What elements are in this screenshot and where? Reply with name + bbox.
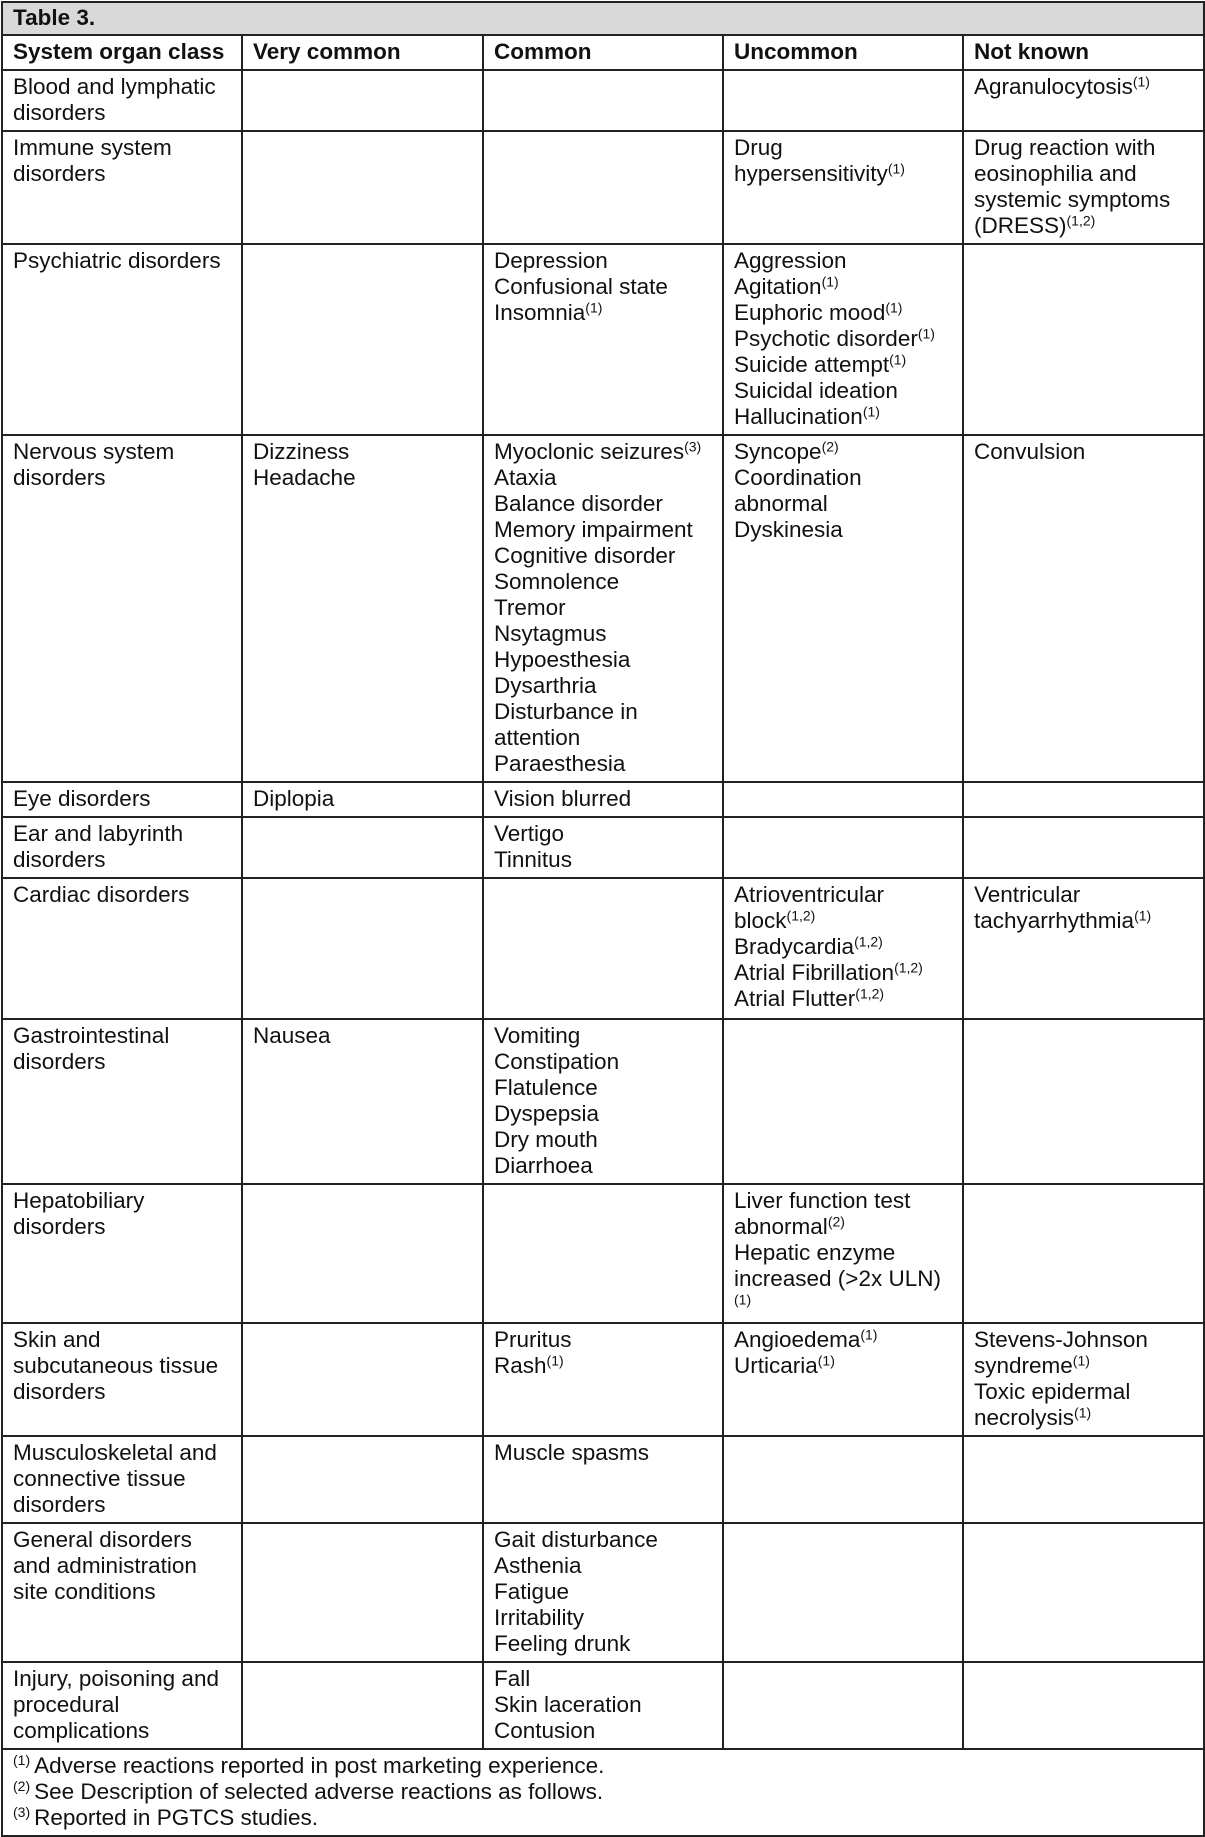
column-header-uncommon: Uncommon xyxy=(723,35,963,70)
reaction-entry xyxy=(494,821,714,847)
not-known-cell xyxy=(963,131,1204,244)
reaction-entry xyxy=(494,1049,714,1075)
reaction-entry xyxy=(974,1379,1195,1431)
uncommon-cell xyxy=(723,131,963,244)
reaction-entry xyxy=(253,1023,474,1049)
common-cell xyxy=(483,1523,723,1662)
footnote-reference: (1) xyxy=(1074,1404,1092,1421)
very-common-cell xyxy=(242,1436,483,1523)
footnote-reference: (1,2) xyxy=(854,933,883,950)
reaction-entry xyxy=(494,647,714,673)
reaction-entry xyxy=(494,595,714,621)
common-cell xyxy=(483,435,723,782)
footnote xyxy=(13,1805,1195,1831)
table-body xyxy=(2,70,1204,1749)
reaction-entry xyxy=(494,1327,714,1353)
uncommon-cell xyxy=(723,782,963,817)
not-known-cell xyxy=(963,1523,1204,1662)
not-known-cell xyxy=(963,1323,1204,1436)
not-known-cell xyxy=(963,817,1204,878)
reaction-name: Hepatic enzyme increased (>2x ULN) xyxy=(734,1240,941,1291)
footnote-text: Adverse reactions reported in post marketing experience. xyxy=(34,1753,605,1778)
reaction-entry xyxy=(734,1188,954,1240)
reaction-entry xyxy=(494,491,714,517)
common-cell xyxy=(483,131,723,244)
reaction-name: Aggression xyxy=(734,248,847,273)
reaction-name: Dyspepsia xyxy=(494,1101,600,1126)
column-header-common: Common xyxy=(483,35,723,70)
system-organ-class-cell: Gastrointestinal disorders xyxy=(2,1019,242,1184)
reaction-entry xyxy=(494,1075,714,1101)
not-known-cell xyxy=(963,435,1204,782)
common-cell xyxy=(483,244,723,435)
very-common-cell xyxy=(242,1662,483,1749)
reaction-name: Fatigue xyxy=(494,1579,570,1604)
reaction-name: Euphoric mood xyxy=(734,300,886,325)
system-organ-class-cell: Blood and lymphatic disorders xyxy=(2,70,242,131)
reaction-entry xyxy=(734,378,954,404)
footnote-reference: (1) xyxy=(860,1326,878,1343)
table-row xyxy=(2,435,1204,782)
reaction-name: Diplopia xyxy=(253,786,335,811)
reaction-name: Ataxia xyxy=(494,465,557,490)
uncommon-cell xyxy=(723,1436,963,1523)
reaction-entry xyxy=(494,1718,714,1744)
system-organ-class-cell: General disorders and administration site conditions xyxy=(2,1523,242,1662)
reaction-entry xyxy=(494,1023,714,1049)
footnote xyxy=(13,1753,1195,1779)
very-common-cell xyxy=(242,1019,483,1184)
reaction-name: Skin laceration xyxy=(494,1692,642,1717)
uncommon-cell xyxy=(723,817,963,878)
reaction-entry xyxy=(734,352,954,378)
reaction-name: Atrial Fibrillation xyxy=(734,960,895,985)
reaction-name: Ventricular tachyarrhythmia xyxy=(974,882,1135,933)
reaction-entry xyxy=(494,1353,714,1379)
reaction-entry xyxy=(734,1240,954,1318)
reaction-name: Balance disorder xyxy=(494,491,663,516)
very-common-cell xyxy=(242,782,483,817)
reaction-entry xyxy=(734,135,954,187)
reaction-name: Coordination abnormal xyxy=(734,465,862,516)
reaction-name: Hallucination xyxy=(734,404,863,429)
footnote-reference: (1) xyxy=(546,1352,564,1369)
reaction-name: Vomiting xyxy=(494,1023,581,1048)
uncommon-cell xyxy=(723,1662,963,1749)
footnote-mark: (3) xyxy=(13,1804,31,1821)
reaction-entry xyxy=(974,135,1195,239)
footnote-mark: (2) xyxy=(13,1778,31,1795)
reaction-entry xyxy=(734,960,954,986)
very-common-cell xyxy=(242,1523,483,1662)
very-common-cell xyxy=(242,817,483,878)
reaction-name: Myoclonic seizures xyxy=(494,439,685,464)
footnote-text: Reported in PGTCS studies. xyxy=(34,1805,319,1830)
reaction-entry xyxy=(494,300,714,326)
reaction-entry xyxy=(974,882,1195,934)
table-row xyxy=(2,1662,1204,1749)
reaction-entry xyxy=(494,543,714,569)
reaction-entry xyxy=(494,1101,714,1127)
reaction-entry xyxy=(253,439,474,465)
reaction-name: Liver function test abnormal xyxy=(734,1188,911,1239)
not-known-cell xyxy=(963,1436,1204,1523)
reaction-entry xyxy=(494,1153,714,1179)
reaction-name: Headache xyxy=(253,465,356,490)
reaction-entry xyxy=(974,74,1195,100)
very-common-cell xyxy=(242,1323,483,1436)
table-row xyxy=(2,817,1204,878)
reaction-name: Psychotic disorder xyxy=(734,326,918,351)
reaction-name: Convulsion xyxy=(974,439,1086,464)
reaction-entry xyxy=(494,1127,714,1153)
reaction-name: Agitation xyxy=(734,274,822,299)
adverse-reactions-table xyxy=(1,1,1205,1837)
reaction-name: Contusion xyxy=(494,1718,596,1743)
reaction-name: Stevens-Johnson syndreme xyxy=(974,1327,1148,1378)
footnote-reference: (1,2) xyxy=(1066,212,1096,229)
reaction-name: Somnolence xyxy=(494,569,620,594)
footnote-reference: (1,2) xyxy=(786,907,816,924)
reaction-entry xyxy=(734,465,954,517)
reaction-entry xyxy=(494,465,714,491)
reaction-name: Dysarthria xyxy=(494,673,597,698)
table-row xyxy=(2,1523,1204,1662)
footnote-reference: (1) xyxy=(585,299,603,316)
header-row xyxy=(2,35,1204,70)
reaction-entry xyxy=(734,248,954,274)
system-organ-class-cell: Eye disorders xyxy=(2,782,242,817)
reaction-name: Hypoesthesia xyxy=(494,647,631,672)
table-row xyxy=(2,131,1204,244)
reaction-name: Nausea xyxy=(253,1023,331,1048)
table-row xyxy=(2,1323,1204,1436)
reaction-entry xyxy=(494,569,714,595)
reaction-entry xyxy=(494,786,714,812)
system-organ-class-cell: Hepatobiliary disorders xyxy=(2,1184,242,1323)
very-common-cell xyxy=(242,1184,483,1323)
reaction-name: Dyskinesia xyxy=(734,517,843,542)
reaction-name: Drug hypersensitivity xyxy=(734,135,888,186)
common-cell xyxy=(483,1323,723,1436)
reaction-name: Tremor xyxy=(494,595,566,620)
not-known-cell xyxy=(963,70,1204,131)
not-known-cell xyxy=(963,1184,1204,1323)
reaction-name: Urticaria xyxy=(734,1353,818,1378)
column-header-system-organ-class: System organ class xyxy=(2,35,242,70)
reaction-name: Tinnitus xyxy=(494,847,572,872)
column-header-not-known: Not known xyxy=(963,35,1204,70)
reaction-entry xyxy=(494,1553,714,1579)
reaction-name: Suicidal ideation xyxy=(734,378,898,403)
system-organ-class-cell: Skin and subcutaneous tissue disorders xyxy=(2,1323,242,1436)
reaction-name: Confusional state xyxy=(494,274,668,299)
table-row xyxy=(2,782,1204,817)
reaction-entry xyxy=(734,986,954,1012)
reaction-entry xyxy=(734,274,954,300)
uncommon-cell xyxy=(723,70,963,131)
reaction-entry xyxy=(734,326,954,352)
very-common-cell xyxy=(242,435,483,782)
uncommon-cell xyxy=(723,1523,963,1662)
footnote-mark: (1) xyxy=(13,1752,31,1769)
reaction-entry xyxy=(734,934,954,960)
reaction-entry xyxy=(494,1527,714,1553)
not-known-cell xyxy=(963,244,1204,435)
common-cell xyxy=(483,817,723,878)
uncommon-cell xyxy=(723,1019,963,1184)
table-caption: Table 3. xyxy=(2,2,1204,35)
footnote xyxy=(13,1779,1195,1805)
footnote-reference: (1) xyxy=(887,160,905,177)
reaction-name: Vision blurred xyxy=(494,786,632,811)
reaction-name: Fall xyxy=(494,1666,531,1691)
reaction-name: Cognitive disorder xyxy=(494,543,676,568)
footnote-reference: (2) xyxy=(821,438,839,455)
footnote-reference: (1) xyxy=(1072,1352,1090,1369)
system-organ-class-cell: Psychiatric disorders xyxy=(2,244,242,435)
very-common-cell xyxy=(242,131,483,244)
table-row xyxy=(2,1184,1204,1323)
table-row xyxy=(2,1436,1204,1523)
reaction-name: Atrial Flutter xyxy=(734,986,856,1011)
footnote-reference: (2) xyxy=(827,1213,845,1230)
footnotes-row xyxy=(2,1749,1204,1836)
reaction-entry xyxy=(734,300,954,326)
reaction-name: Nsytagmus xyxy=(494,621,607,646)
footnote-reference: (1,2) xyxy=(855,985,885,1002)
reaction-name: Agranulocytosis xyxy=(974,74,1133,99)
common-cell xyxy=(483,782,723,817)
reaction-entry xyxy=(494,751,714,777)
reaction-name: Asthenia xyxy=(494,1553,582,1578)
reaction-entry xyxy=(734,439,954,465)
reaction-entry xyxy=(494,699,714,751)
common-cell xyxy=(483,878,723,1019)
uncommon-cell xyxy=(723,1184,963,1323)
reaction-name: Disturbance in attention xyxy=(494,699,638,750)
common-cell xyxy=(483,1436,723,1523)
very-common-cell xyxy=(242,878,483,1019)
reaction-name: Angioedema xyxy=(734,1327,861,1352)
reaction-name: Dry mouth xyxy=(494,1127,598,1152)
footnote-reference: (1) xyxy=(885,299,903,316)
footnotes xyxy=(2,1749,1204,1836)
common-cell xyxy=(483,70,723,131)
table-row xyxy=(2,1019,1204,1184)
reaction-name: Paraesthesia xyxy=(494,751,626,776)
not-known-cell xyxy=(963,1662,1204,1749)
footnote-reference: (1) xyxy=(817,1352,835,1369)
reaction-name: Depression xyxy=(494,248,608,273)
caption-row xyxy=(2,2,1204,35)
table-row xyxy=(2,70,1204,131)
reaction-entry xyxy=(494,621,714,647)
footnote-reference: (1) xyxy=(889,351,907,368)
not-known-cell xyxy=(963,878,1204,1019)
reaction-entry xyxy=(494,439,714,465)
reaction-entry xyxy=(494,1579,714,1605)
uncommon-cell xyxy=(723,878,963,1019)
reaction-name: Dizziness xyxy=(253,439,350,464)
reaction-entry xyxy=(734,404,954,430)
reaction-entry xyxy=(494,1666,714,1692)
footnote-reference: (1,2) xyxy=(894,959,923,976)
reaction-entry xyxy=(494,673,714,699)
uncommon-cell xyxy=(723,244,963,435)
system-organ-class-cell: Immune system disorders xyxy=(2,131,242,244)
very-common-cell xyxy=(242,244,483,435)
reaction-entry xyxy=(494,274,714,300)
reaction-name: Pruritus xyxy=(494,1327,572,1352)
reaction-name: Syncope xyxy=(734,439,822,464)
common-cell xyxy=(483,1662,723,1749)
footnote-reference: (1) xyxy=(734,1291,752,1308)
reaction-name: Muscle spasms xyxy=(494,1440,650,1465)
column-header-very-common: Very common xyxy=(242,35,483,70)
reaction-name: Gait disturbance xyxy=(494,1527,658,1552)
common-cell xyxy=(483,1184,723,1323)
reaction-name: Insomnia xyxy=(494,300,586,325)
uncommon-cell xyxy=(723,435,963,782)
uncommon-cell xyxy=(723,1323,963,1436)
reaction-name: Toxic epidermal necrolysis xyxy=(974,1379,1131,1430)
reaction-entry xyxy=(734,882,954,934)
system-organ-class-cell: Nervous system disorders xyxy=(2,435,242,782)
document-page xyxy=(1,1,1203,1837)
reaction-name: Vertigo xyxy=(494,821,565,846)
footnote-reference: (1) xyxy=(862,403,880,420)
reaction-entry xyxy=(494,248,714,274)
reaction-entry xyxy=(494,1605,714,1631)
reaction-name: Bradycardia xyxy=(734,934,855,959)
common-cell xyxy=(483,1019,723,1184)
system-organ-class-cell: Musculoskeletal and connective tissue disorders xyxy=(2,1436,242,1523)
footnote-reference: (1) xyxy=(1132,73,1150,90)
not-known-cell xyxy=(963,1019,1204,1184)
system-organ-class-cell: Cardiac disorders xyxy=(2,878,242,1019)
footnote-reference: (3) xyxy=(684,438,702,455)
reaction-name: Atrioventricular block xyxy=(734,882,885,933)
reaction-entry xyxy=(253,465,474,491)
table-row xyxy=(2,244,1204,435)
reaction-entry xyxy=(974,1327,1195,1379)
very-common-cell xyxy=(242,70,483,131)
reaction-entry xyxy=(494,1440,714,1466)
reaction-name: Flatulence xyxy=(494,1075,598,1100)
reaction-name: Constipation xyxy=(494,1049,620,1074)
not-known-cell xyxy=(963,782,1204,817)
reaction-name: Irritability xyxy=(494,1605,585,1630)
system-organ-class-cell: Ear and labyrinth disorders xyxy=(2,817,242,878)
reaction-name: Memory impairment xyxy=(494,517,693,542)
reaction-name: Suicide attempt xyxy=(734,352,890,377)
system-organ-class-cell: Injury, poisoning and procedural complications xyxy=(2,1662,242,1749)
reaction-name: Diarrhoea xyxy=(494,1153,593,1178)
reaction-entry xyxy=(734,1327,954,1353)
reaction-entry xyxy=(494,1692,714,1718)
reaction-entry xyxy=(734,517,954,543)
reaction-name: Feeling drunk xyxy=(494,1631,631,1656)
reaction-entry xyxy=(734,1353,954,1379)
footnote-reference: (1) xyxy=(1134,907,1152,924)
table-row xyxy=(2,878,1204,1019)
reaction-entry xyxy=(494,517,714,543)
reaction-entry xyxy=(494,847,714,873)
reaction-entry xyxy=(974,439,1195,465)
footnote-text: See Description of selected adverse reactions as follows. xyxy=(34,1779,604,1804)
footnote-reference: (1) xyxy=(917,325,935,342)
footnote-reference: (1) xyxy=(821,273,839,290)
reaction-name: Drug reaction with eosinophilia and systemic symptoms (DRESS) xyxy=(974,135,1171,238)
reaction-entry xyxy=(494,1631,714,1657)
reaction-entry xyxy=(253,786,474,812)
reaction-name: Rash xyxy=(494,1353,547,1378)
